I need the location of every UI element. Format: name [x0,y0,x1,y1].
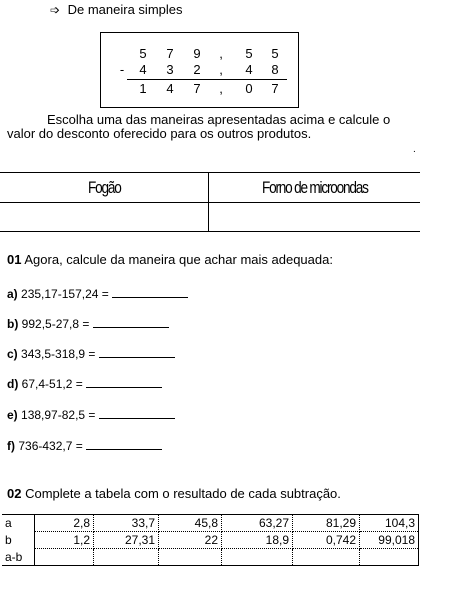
item-letter: d) [7,377,19,391]
table-column-divider [208,172,209,232]
answer-cell[interactable] [293,549,360,566]
heading-text: De maneira simples [67,2,183,17]
answer-cell[interactable] [94,549,159,566]
table-cell: 45,8 [159,515,222,532]
exercise-item-e [7,407,175,422]
digit: 4 [245,62,253,77]
item-letter: b) [7,317,19,331]
digit: 5 [271,46,279,61]
minus-sign: - [119,62,125,77]
digit: 2 [193,62,201,77]
exercise-item-d [7,376,162,391]
table-header-divider [0,202,420,203]
row-label: b [2,532,35,549]
digit: 8 [271,62,279,77]
answer-blank[interactable] [99,346,175,358]
digit: 7 [193,81,201,96]
item-expression: 138,97-82,5 = [21,408,96,422]
answer-blank[interactable] [99,407,175,419]
decimal-comma: , [219,62,223,77]
answer-blank[interactable] [93,316,169,328]
digit: 4 [139,62,147,77]
digit: 4 [166,81,174,96]
item-expression: 67,4-51,2 = [21,377,83,391]
row-label: a [2,515,35,532]
table-cell: 2,8 [35,515,94,532]
item-expression: 992,5-27,8 = [21,317,90,331]
sum-line [127,79,287,80]
digit: 5 [245,46,253,61]
exercise-02-prompt [7,486,341,502]
item-expression: 736-432,7 = [18,439,83,453]
exercise-prompt: Agora, calcule da maneira que achar mais adequada: [24,252,333,267]
answer-blank[interactable] [86,438,162,450]
exercise-prompt: Complete a tabela com o resultado de cada subtração. [25,486,341,501]
answer-blank[interactable] [112,286,188,298]
answer-cell[interactable] [360,549,419,566]
item-letter: f) [7,439,15,453]
digit: 5 [139,46,147,61]
exercise-item-b [7,316,169,331]
discount-table [0,172,420,232]
answer-cell[interactable] [222,549,293,566]
answer-blank[interactable] [86,376,162,388]
exercise-item-a [7,286,188,301]
item-letter: c) [7,347,18,361]
table-cell: 22 [159,532,222,549]
item-expression: 235,17-157,24 = [21,287,109,301]
table-cell: 81,29 [293,515,360,532]
decimal-comma: , [219,81,223,96]
table-cell: 99,018 [360,532,419,549]
row-label: a-b [2,549,35,566]
answer-cell[interactable] [159,549,222,566]
subtrahend-row [119,62,281,78]
result-row [131,81,281,97]
digit: 7 [271,81,279,96]
item-letter: a) [7,287,18,301]
table-cell: 0,742 [293,532,360,549]
minuend-row [131,46,281,62]
subtraction-table [2,514,419,566]
instruction-line-1: Escolha uma das maneiras apresentadas acima e calcule o [47,112,391,127]
exercise-item-f [7,438,162,453]
exercise-01-prompt [7,252,333,268]
digit: 7 [166,46,174,61]
column-header-fogao: Fogão [88,178,121,197]
table-border-top [0,172,420,173]
exercise-number: 01 [7,252,22,267]
digit: 0 [245,81,253,96]
table-cell: 18,9 [222,532,293,549]
table-cell: 1,2 [35,532,94,549]
instruction-line-2: valor do desconto oferecido para os outros produtos. [7,126,312,141]
column-header-forno: Forno de microondas [262,178,368,197]
table-cell: 33,7 [94,515,159,532]
table-cell: 27,31 [94,532,159,549]
answer-cell[interactable] [35,549,94,566]
table-cell: 104,3 [360,515,419,532]
section-heading [50,2,183,18]
exercise-item-c [7,346,175,361]
table-cell: 63,27 [222,515,293,532]
digit: 9 [193,46,201,61]
item-letter: e) [7,408,18,422]
table-row-a [2,515,419,532]
item-expression: 343,5-318,9 = [21,347,96,361]
digit: 1 [139,81,147,96]
digit: 3 [166,62,174,77]
table-row-b [2,532,419,549]
subtraction-box [100,32,299,108]
table-border-bottom [0,231,420,232]
exercise-number: 02 [7,486,22,501]
decimal-comma: , [219,46,223,61]
table-row-a-minus-b [2,549,419,566]
right-arrow-icon: ➩ [50,3,61,17]
stray-dot: . [413,144,416,155]
